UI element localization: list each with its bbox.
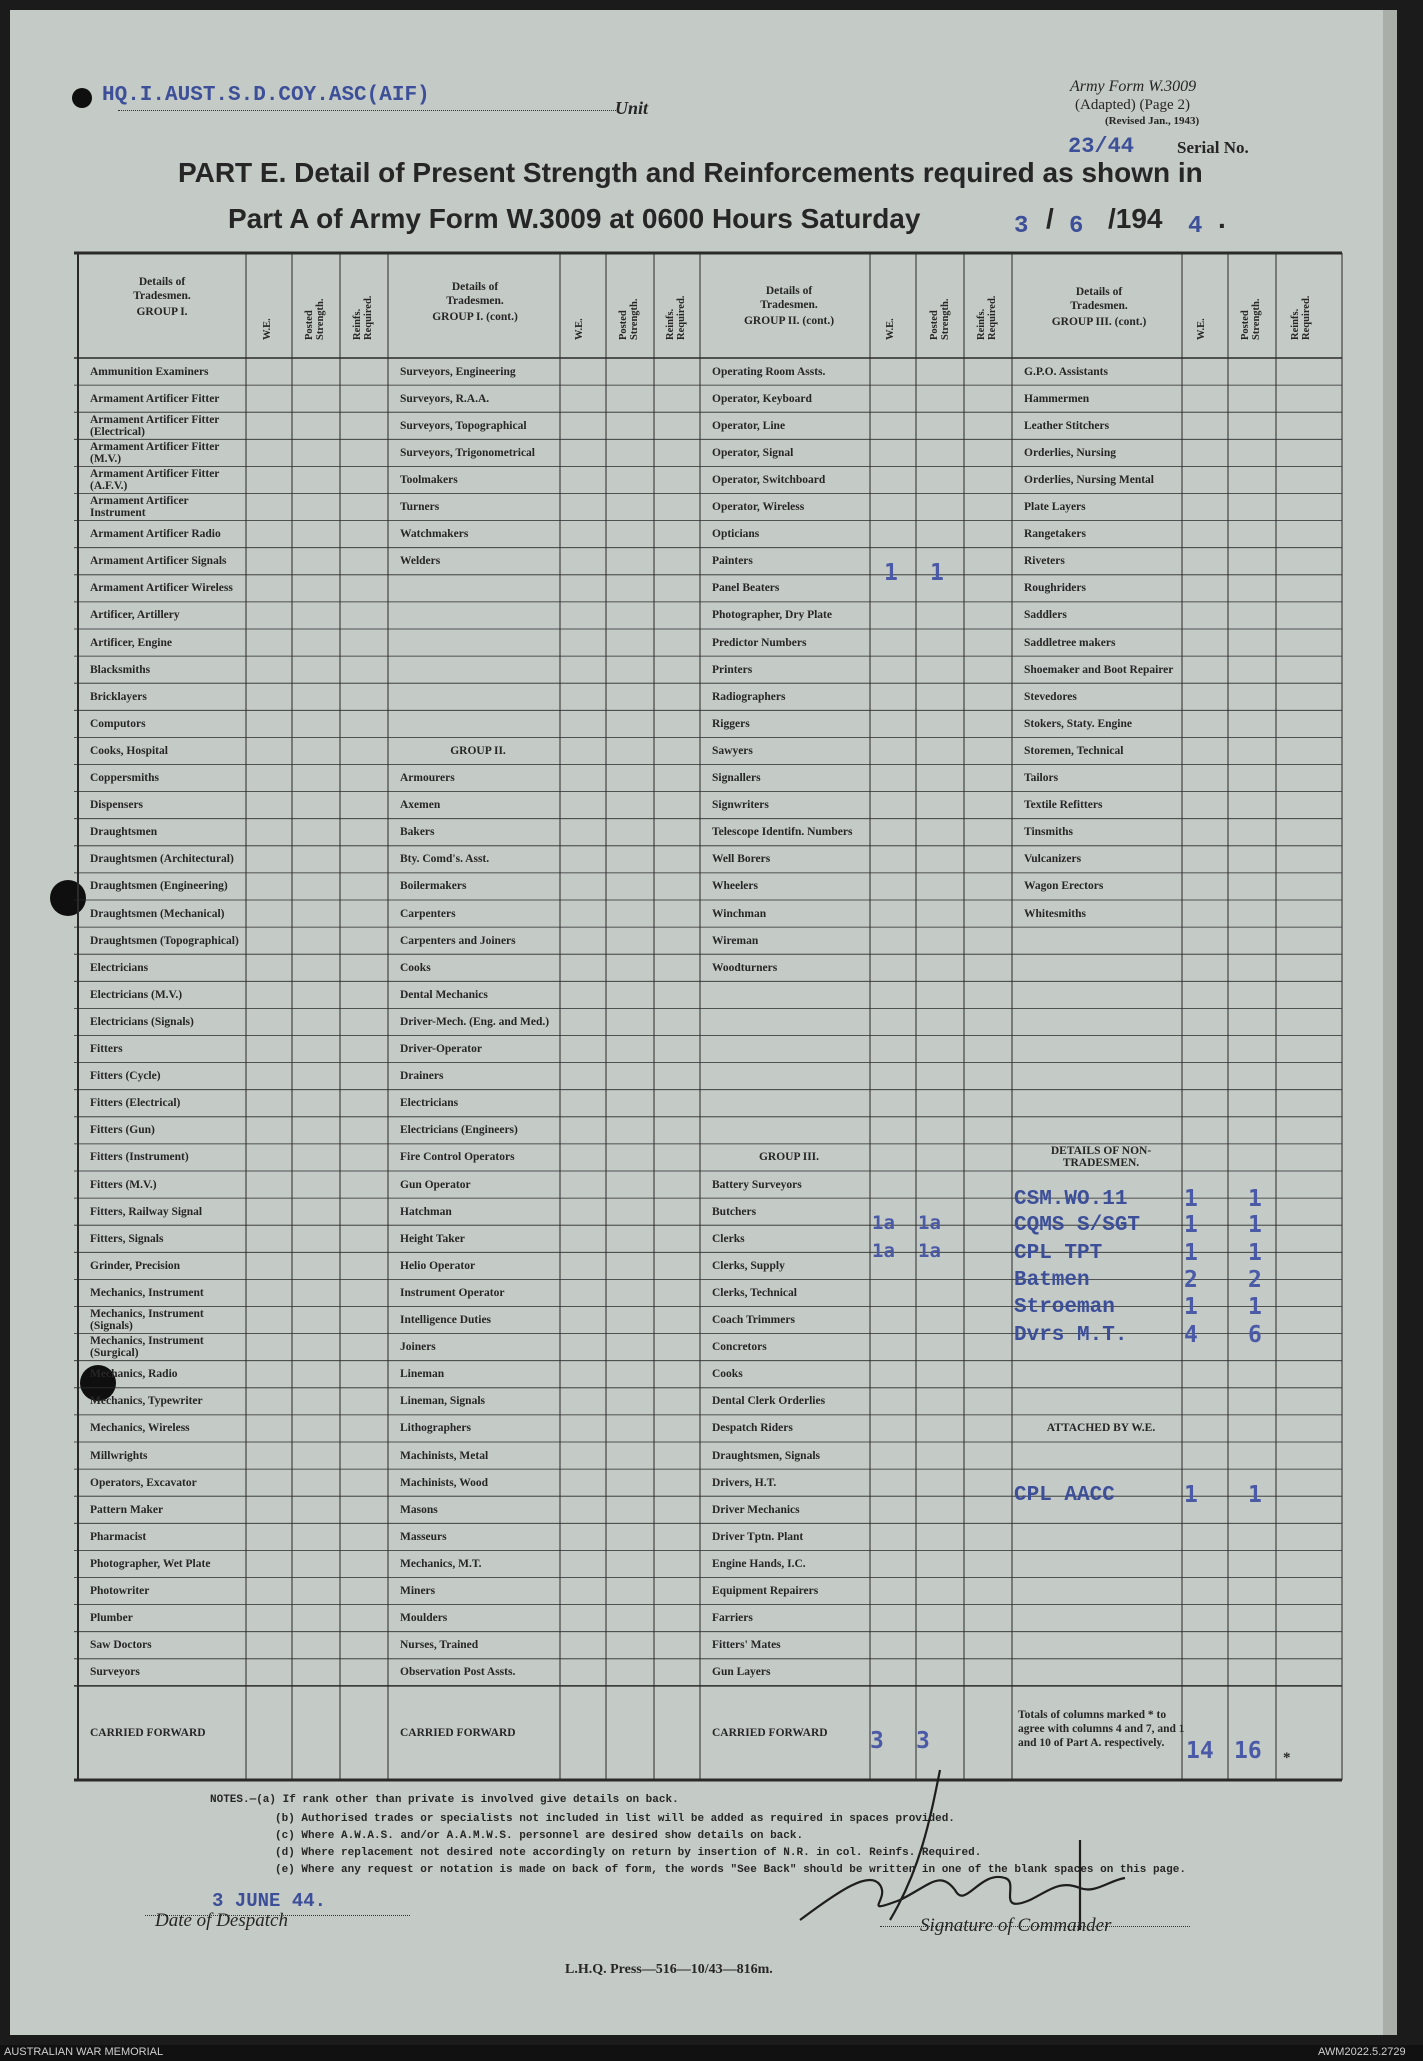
non-tradesman-we: 4 bbox=[1184, 1322, 1198, 1348]
blank-row bbox=[400, 685, 556, 708]
note-e: (e) Where any request or notation is made on back of form, the words "See Back" should be written in one of the blank spaces on this page. bbox=[275, 1864, 1186, 1876]
trade-row-label: Photowriter bbox=[90, 1585, 150, 1598]
attached-name: CPL AACC bbox=[1014, 1484, 1115, 1507]
totals-we: 14 bbox=[1186, 1738, 1214, 1764]
blank-row bbox=[1024, 1525, 1178, 1548]
carried-forward-posted: 3 bbox=[916, 1728, 930, 1754]
trade-row-label: Fitters (Electrical) bbox=[90, 1097, 181, 1110]
non-tradesman-name: CSM.WO.11 bbox=[1014, 1188, 1128, 1211]
non-tradesman-name: Stroeman bbox=[1014, 1296, 1115, 1319]
header-we-3: W.E. bbox=[885, 318, 896, 340]
trade-row-label: Mechanics, Instrument (Signals) bbox=[90, 1308, 204, 1333]
attached-we: 1 bbox=[1184, 1482, 1198, 1508]
trade-row-label: Roughriders bbox=[1024, 582, 1086, 595]
trade-row-label: Butchers bbox=[712, 1205, 757, 1218]
trade-row-label: Armament Artificer Fitter bbox=[90, 392, 220, 405]
army-form-adapted: (Adapted) (Page 2) bbox=[1075, 97, 1190, 113]
trade-row-label: Joiners bbox=[400, 1341, 436, 1354]
header-posted-1: Posted Strength. bbox=[304, 298, 326, 340]
trade-row-label: Helio Operator bbox=[400, 1259, 476, 1272]
army-form-revised: (Revised Jan., 1943) bbox=[1105, 115, 1200, 127]
header-reinfs-2: Reinfs. Required. bbox=[665, 295, 687, 340]
totals-note: Totals of columns marked * to agree with columns 4 and 7, and 1 and 10 of Part A. respectively. bbox=[1018, 1709, 1185, 1749]
trade-row-label: Masseurs bbox=[400, 1530, 447, 1543]
painters-we: 1 bbox=[884, 560, 898, 586]
non-tradesman-we: 1 bbox=[1184, 1212, 1198, 1238]
blank-row bbox=[1024, 1607, 1178, 1630]
trade-row-label: Wagon Erectors bbox=[1024, 880, 1104, 893]
trade-row-label: Orderlies, Nursing Mental bbox=[1024, 473, 1154, 486]
trade-row-label: Hammermen bbox=[1024, 392, 1090, 405]
trade-row-label: Armament Artificer Fitter (A.F.V.) bbox=[90, 467, 220, 492]
blank-row bbox=[1024, 1552, 1178, 1575]
trade-row-label: Saw Doctors bbox=[90, 1639, 152, 1652]
trade-row-label: Operator, Keyboard bbox=[712, 392, 812, 405]
signature-label: Signature of Commander bbox=[920, 1915, 1112, 1936]
non-tradesman-name: Dvrs M.T. bbox=[1014, 1324, 1128, 1347]
trade-row-label: Clerks, Supply bbox=[712, 1259, 785, 1272]
blank-row bbox=[712, 1010, 866, 1033]
trade-row-label: Ammunition Examiners bbox=[90, 365, 209, 378]
serial-value: 23/44 bbox=[1068, 134, 1135, 159]
footer-bar bbox=[0, 2045, 1423, 2061]
trade-row-label: Welders bbox=[400, 555, 441, 568]
trade-row-label: Driver-Mech. (Eng. and Med.) bbox=[400, 1015, 550, 1028]
blank-row bbox=[1024, 1038, 1178, 1061]
trade-row-label: Armament Artificer Signals bbox=[90, 555, 227, 568]
trade-row-label: Despatch Riders bbox=[712, 1422, 793, 1435]
clerks-posted-2: 1a bbox=[918, 1240, 941, 1262]
footer-right: AWM2022.5.2729 bbox=[1318, 2046, 1406, 2058]
despatch-date-label: Date of Despatch bbox=[155, 1910, 288, 1931]
trade-row-label: Fitters, Signals bbox=[90, 1232, 164, 1245]
painters-posted: 1 bbox=[930, 560, 944, 586]
non-tradesman-we: 1 bbox=[1184, 1186, 1198, 1212]
trade-row-label: Lineman bbox=[400, 1368, 445, 1381]
trade-row-label: Armament Artificer Wireless bbox=[90, 582, 233, 595]
trade-row-label: Bakers bbox=[400, 826, 435, 839]
non-tradesman-we: 1 bbox=[1184, 1240, 1198, 1266]
date-end: . bbox=[1218, 203, 1226, 234]
trade-row-label: Wheelers bbox=[712, 880, 758, 893]
carried-forward-we: 3 bbox=[870, 1728, 884, 1754]
trade-row-label: Cooks bbox=[712, 1368, 743, 1381]
trade-row-label: GROUP III. bbox=[758, 1151, 820, 1164]
trade-row-label: Electricians bbox=[400, 1097, 459, 1110]
trade-row-label: Engine Hands, I.C. bbox=[712, 1557, 806, 1570]
trade-row-label: Sawyers bbox=[712, 744, 753, 757]
trade-row-label: Carpenters and Joiners bbox=[400, 934, 516, 947]
trade-row-label: Draughtsmen bbox=[90, 826, 158, 839]
blank-row bbox=[1024, 1363, 1178, 1386]
trade-row-label: ATTACHED BY W.E. bbox=[1046, 1422, 1156, 1435]
trade-row-label: Printers bbox=[712, 663, 753, 676]
trade-row-label: Riggers bbox=[712, 717, 750, 730]
trade-row-label: Concretors bbox=[712, 1341, 767, 1354]
note-b: (b) Authorised trades or specialists not included in list will be added as required in spaces provided. bbox=[275, 1813, 955, 1825]
trade-row-label: Driver-Operator bbox=[400, 1043, 482, 1056]
trade-row-label: Toolmakers bbox=[400, 473, 458, 486]
totals-posted: 16 bbox=[1234, 1738, 1262, 1764]
blank-row bbox=[1024, 1119, 1178, 1142]
attached-posted: 1 bbox=[1248, 1482, 1262, 1508]
blank-row bbox=[1024, 1065, 1178, 1088]
trade-row-label: Whitesmiths bbox=[1024, 907, 1086, 920]
trade-row-label: Operator, Signal bbox=[712, 446, 794, 459]
title-line-2: Part A of Army Form W.3009 at 0600 Hours Saturday bbox=[228, 203, 921, 234]
blank-row bbox=[1024, 929, 1178, 952]
blank-row bbox=[400, 604, 556, 627]
despatch-date-value: 3 JUNE 44. bbox=[212, 1890, 327, 1912]
trade-row-label: Photographer, Wet Plate bbox=[90, 1557, 211, 1570]
non-tradesman-posted: 2 bbox=[1248, 1267, 1262, 1293]
non-tradesman-posted: 1 bbox=[1248, 1186, 1262, 1212]
trade-row-label: Equipment Repairers bbox=[712, 1585, 819, 1598]
trade-row-label: Opticians bbox=[712, 528, 760, 541]
blank-row bbox=[1024, 1444, 1178, 1467]
trade-row-label: Coppersmiths bbox=[90, 772, 160, 785]
trade-row-label: Mechanics, Typewriter bbox=[90, 1395, 203, 1408]
trade-row-label: Electricians (Signals) bbox=[90, 1015, 194, 1028]
trade-row-label: Clerks, Technical bbox=[712, 1286, 797, 1299]
trade-row-label: Electricians (Engineers) bbox=[400, 1124, 518, 1137]
trade-row-label: Textile Refitters bbox=[1024, 799, 1103, 812]
header-reinfs-3: Reinfs. Required. bbox=[976, 295, 998, 340]
date-sep-1: / bbox=[1046, 203, 1054, 234]
trade-row-label: Armament Artificer Fitter (M.V.) bbox=[90, 440, 220, 465]
header-posted-3: Posted Strength. bbox=[929, 298, 951, 340]
trade-row-label: Panel Beaters bbox=[712, 582, 780, 595]
trade-row-label: Operator, Wireless bbox=[712, 501, 805, 514]
trade-row-label: Plumber bbox=[90, 1612, 133, 1625]
trade-row-label: Rangetakers bbox=[1024, 528, 1086, 541]
trade-row-label: Saddletree makers bbox=[1024, 636, 1116, 649]
trade-row-label: Fitters (M.V.) bbox=[90, 1178, 157, 1191]
trade-row-label: Draughtsmen (Topographical) bbox=[90, 934, 239, 947]
date-sep-2: /194 bbox=[1108, 203, 1163, 234]
note-a: NOTES.—(a) If rank other than private is involved give details on back. bbox=[210, 1794, 679, 1806]
army-form-label: Army Form W.3009 bbox=[1070, 78, 1197, 95]
trade-row-label: Farriers bbox=[712, 1612, 753, 1625]
trade-row-label: Nurses, Trained bbox=[400, 1639, 479, 1652]
trade-row-label: Millwrights bbox=[90, 1449, 148, 1462]
trade-row-label: Plate Layers bbox=[1024, 501, 1086, 514]
clerks-we-2: 1a bbox=[872, 1240, 895, 1262]
header-we-2: W.E. bbox=[574, 318, 585, 340]
trade-row-label: Battery Surveyors bbox=[712, 1178, 802, 1191]
trade-row-label: Saddlers bbox=[1024, 609, 1067, 622]
trade-row-label: Mechanics, Wireless bbox=[90, 1422, 190, 1435]
trade-row-label: Mechanics, Instrument (Surgical) bbox=[90, 1335, 204, 1360]
trade-row-label: Riveters bbox=[1024, 555, 1065, 568]
non-tradesman-posted: 1 bbox=[1248, 1294, 1262, 1320]
date-day: 3 bbox=[1014, 213, 1029, 240]
trade-row-label: Leather Stitchers bbox=[1024, 419, 1110, 432]
date-year-digit: 4 bbox=[1188, 213, 1203, 240]
trade-row-label: Observation Post Assts. bbox=[400, 1666, 516, 1679]
trade-row-label: Tailors bbox=[1024, 772, 1059, 785]
trade-row-label: Hatchman bbox=[400, 1205, 452, 1218]
trade-row-label: Cooks bbox=[400, 961, 431, 974]
trade-row-label: Storemen, Technical bbox=[1024, 744, 1124, 757]
trade-row-label: Miners bbox=[400, 1585, 436, 1598]
header-details-1: Details of Tradesmen. GROUP I. bbox=[133, 276, 191, 318]
trade-row-label: Drivers, H.T. bbox=[712, 1476, 777, 1489]
trade-row-label: Pattern Maker bbox=[90, 1503, 164, 1516]
trade-row-label: Telescope Identifn. Numbers bbox=[712, 826, 853, 839]
trade-row-label: Operators, Excavator bbox=[90, 1476, 197, 1489]
clerks-we-1: 1a bbox=[872, 1212, 895, 1234]
non-tradesman-name: CQMS S/SGT bbox=[1014, 1214, 1141, 1237]
trade-row-label: GROUP II. bbox=[450, 744, 506, 757]
non-tradesman-name: CPL TPT bbox=[1014, 1242, 1103, 1265]
trade-row-label: Surveyors, Topographical bbox=[400, 419, 527, 432]
trade-row-label: Armament Artificer Fitter (Electrical) bbox=[90, 413, 220, 438]
header-posted-4: Posted Strength. bbox=[1240, 298, 1262, 340]
trade-row-label: Shoemaker and Boot Repairer bbox=[1024, 663, 1174, 676]
trade-row-label: Woodturners bbox=[712, 961, 778, 974]
trade-row-label: Signwriters bbox=[712, 799, 769, 812]
trade-row-label: Moulders bbox=[400, 1612, 448, 1625]
trade-row-label: Drainers bbox=[400, 1070, 444, 1083]
unit-value: HQ.I.AUST.S.D.COY.ASC(AIF) bbox=[102, 84, 430, 107]
trade-row-label: Mechanics, M.T. bbox=[400, 1557, 482, 1570]
trade-row-label: Lineman, Signals bbox=[400, 1395, 485, 1408]
trade-row-label: Artificer, Engine bbox=[90, 636, 172, 649]
title-line-1: PART E. Detail of Present Strength and Reinforcements required as shown in bbox=[178, 157, 1203, 188]
trade-row-label: Pharmacist bbox=[90, 1530, 147, 1543]
trade-row-label: Lithographers bbox=[400, 1422, 471, 1435]
trade-row-label: Watchmakers bbox=[400, 528, 469, 541]
trade-row-label: DETAILS OF NON-TRADESMEN. bbox=[1050, 1145, 1152, 1170]
trade-row-label: Draughtsmen (Architectural) bbox=[90, 853, 234, 866]
trade-row-label: Coach Trimmers bbox=[712, 1314, 795, 1327]
trade-row-label: Fitters' Mates bbox=[712, 1639, 781, 1652]
trade-row-label: Armourers bbox=[400, 772, 455, 785]
blank-row bbox=[1024, 1010, 1178, 1033]
trade-row-label: Fitters, Railway Signal bbox=[90, 1205, 203, 1218]
date-month: 6 bbox=[1069, 213, 1084, 240]
trade-row-label: Operator, Switchboard bbox=[712, 473, 826, 486]
trade-row-label: Driver Tptn. Plant bbox=[712, 1530, 804, 1543]
trade-row-label: Surveyors, Trigonometrical bbox=[400, 446, 535, 459]
trade-row-label: Wireman bbox=[712, 934, 759, 947]
blank-row bbox=[1024, 1661, 1178, 1684]
trade-row-label: Masons bbox=[400, 1503, 438, 1516]
trade-row-label: Operator, Line bbox=[712, 419, 786, 432]
clerks-posted-1: 1a bbox=[918, 1212, 941, 1234]
trade-row-label: Electricians (M.V.) bbox=[90, 988, 183, 1001]
unit-label: Unit bbox=[615, 98, 649, 118]
trade-row-label: Armament Artificer Instrument bbox=[90, 495, 189, 520]
header-details-4: Details of Tradesmen. GROUP III. (cont.) bbox=[1051, 286, 1147, 328]
trade-row-label: Predictor Numbers bbox=[712, 636, 807, 649]
trade-row-label: Turners bbox=[400, 501, 440, 514]
trade-row-label: Bty. Comd's. Asst. bbox=[400, 853, 490, 866]
trade-row-label: Stevedores bbox=[1024, 690, 1077, 703]
serial-label: Serial No. bbox=[1177, 138, 1249, 157]
header-details-2: Details of Tradesmen. GROUP I. (cont.) bbox=[432, 281, 518, 323]
trade-row-label: Grinder, Precision bbox=[90, 1259, 181, 1272]
trade-row-label: Orderlies, Nursing bbox=[1024, 446, 1116, 459]
trade-row-label: Intelligence Duties bbox=[400, 1314, 492, 1327]
blank-row bbox=[400, 712, 556, 735]
blank-row bbox=[1024, 1634, 1178, 1657]
trade-row-label: Signallers bbox=[712, 772, 761, 785]
blank-row bbox=[1024, 1092, 1178, 1115]
trade-row-label: Electricians bbox=[90, 961, 149, 974]
totals-star: * bbox=[1283, 1750, 1291, 1766]
header-we-4: W.E. bbox=[1196, 318, 1207, 340]
trade-row-label: Surveyors bbox=[90, 1666, 140, 1679]
trade-row-label: Painters bbox=[712, 555, 753, 568]
header-reinfs-1: Reinfs. Required. bbox=[352, 295, 374, 340]
trade-row-label: Armament Artificer Radio bbox=[90, 528, 221, 541]
carried-forward-label: CARRIED FORWARD bbox=[400, 1726, 516, 1739]
trade-row-label: Driver Mechanics bbox=[712, 1503, 800, 1516]
trade-row-label: Vulcanizers bbox=[1024, 853, 1082, 866]
trade-row-label: Fitters (Gun) bbox=[90, 1124, 155, 1137]
non-tradesman-posted: 1 bbox=[1248, 1212, 1262, 1238]
trade-row-label: Winchman bbox=[712, 907, 767, 920]
trade-row-label: Machinists, Wood bbox=[400, 1476, 488, 1489]
trade-row-label: Dental Mechanics bbox=[400, 988, 488, 1001]
trade-row-label: Clerks bbox=[712, 1232, 745, 1245]
trade-row-label: Mechanics, Radio bbox=[90, 1368, 178, 1381]
blank-row bbox=[712, 1038, 866, 1061]
trade-row-label: Surveyors, Engineering bbox=[400, 365, 516, 378]
trade-row-label: Machinists, Metal bbox=[400, 1449, 489, 1462]
blank-row bbox=[400, 631, 556, 654]
trade-row-label: Draughtsmen (Mechanical) bbox=[90, 907, 225, 920]
non-tradesman-name: Batmen bbox=[1014, 1269, 1090, 1292]
note-c: (c) Where A.W.A.S. and/or A.A.M.W.S. personnel are desired show details on back. bbox=[275, 1830, 804, 1842]
note-d: (d) Where replacement not desired note accordingly on return by insertion of N.R. in col. Reinfs. Required. bbox=[275, 1847, 982, 1859]
footer-left: AUSTRALIAN WAR MEMORIAL bbox=[4, 2046, 164, 2058]
trade-row-label: Fitters bbox=[90, 1043, 123, 1056]
trade-row-label: Mechanics, Instrument bbox=[90, 1286, 204, 1299]
trade-row-label: Boilermakers bbox=[400, 880, 467, 893]
blank-row bbox=[400, 577, 556, 600]
trade-row-label: Fire Control Operators bbox=[400, 1151, 515, 1164]
trade-row-label: Gun Layers bbox=[712, 1666, 771, 1679]
trade-row-label: Surveyors, R.A.A. bbox=[400, 392, 490, 405]
blank-row bbox=[400, 658, 556, 681]
non-tradesman-we: 1 bbox=[1184, 1294, 1198, 1320]
blank-row bbox=[1024, 1390, 1178, 1413]
trade-row-label: Computors bbox=[90, 717, 146, 730]
trade-row-label: Tinsmiths bbox=[1024, 826, 1074, 839]
trade-row-label: Blacksmiths bbox=[90, 663, 151, 676]
blank-row bbox=[1024, 1580, 1178, 1603]
printer-note: L.H.Q. Press—516—10/43—816m. bbox=[565, 1962, 773, 1977]
non-tradesman-posted: 1 bbox=[1248, 1240, 1262, 1266]
carried-forward-label: CARRIED FORWARD bbox=[712, 1726, 828, 1739]
trade-row-label: Axemen bbox=[400, 799, 441, 812]
blank-row bbox=[712, 1119, 866, 1142]
non-tradesman-we: 2 bbox=[1184, 1267, 1198, 1293]
trade-row-label: Well Borers bbox=[712, 853, 771, 866]
trade-row-label: Instrument Operator bbox=[400, 1286, 505, 1299]
trade-row-label: Stokers, Staty. Engine bbox=[1024, 717, 1132, 730]
header-posted-2: Posted Strength. bbox=[618, 298, 640, 340]
trade-row-label: Draughtsmen (Engineering) bbox=[90, 880, 228, 893]
header-reinfs-4: Reinfs. Required. bbox=[1290, 295, 1312, 340]
blank-row bbox=[1024, 983, 1178, 1006]
trade-row-label: Gun Operator bbox=[400, 1178, 471, 1191]
trade-row-label: Height Taker bbox=[400, 1232, 465, 1245]
trade-row-label: G.P.O. Assistants bbox=[1024, 365, 1108, 378]
trade-row-label: Dental Clerk Orderlies bbox=[712, 1395, 826, 1408]
trade-row-label: Cooks, Hospital bbox=[90, 744, 168, 757]
trade-row-label: Operating Room Assts. bbox=[712, 365, 826, 378]
trade-row-label: Photographer, Dry Plate bbox=[712, 609, 832, 622]
trade-row-label: Bricklayers bbox=[90, 690, 147, 703]
non-tradesman-posted: 6 bbox=[1248, 1322, 1262, 1348]
trade-row-label: Radiographers bbox=[712, 690, 786, 703]
blank-row bbox=[712, 1092, 866, 1115]
blank-row bbox=[712, 983, 866, 1006]
header-details-3: Details of Tradesmen. GROUP II. (cont.) bbox=[743, 285, 835, 327]
blank-row bbox=[1024, 956, 1178, 979]
blank-row bbox=[712, 1065, 866, 1088]
trade-row-label: Artificer, Artillery bbox=[90, 609, 180, 622]
trade-row-label: Draughtsmen, Signals bbox=[712, 1449, 820, 1462]
trade-row-label: Fitters (Instrument) bbox=[90, 1151, 189, 1164]
trade-row-label: Fitters (Cycle) bbox=[90, 1070, 161, 1083]
trade-row-label: Dispensers bbox=[90, 799, 144, 812]
header-we-1: W.E. bbox=[262, 318, 273, 340]
carried-forward-label: CARRIED FORWARD bbox=[90, 1726, 206, 1739]
trade-row-label: Carpenters bbox=[400, 907, 456, 920]
